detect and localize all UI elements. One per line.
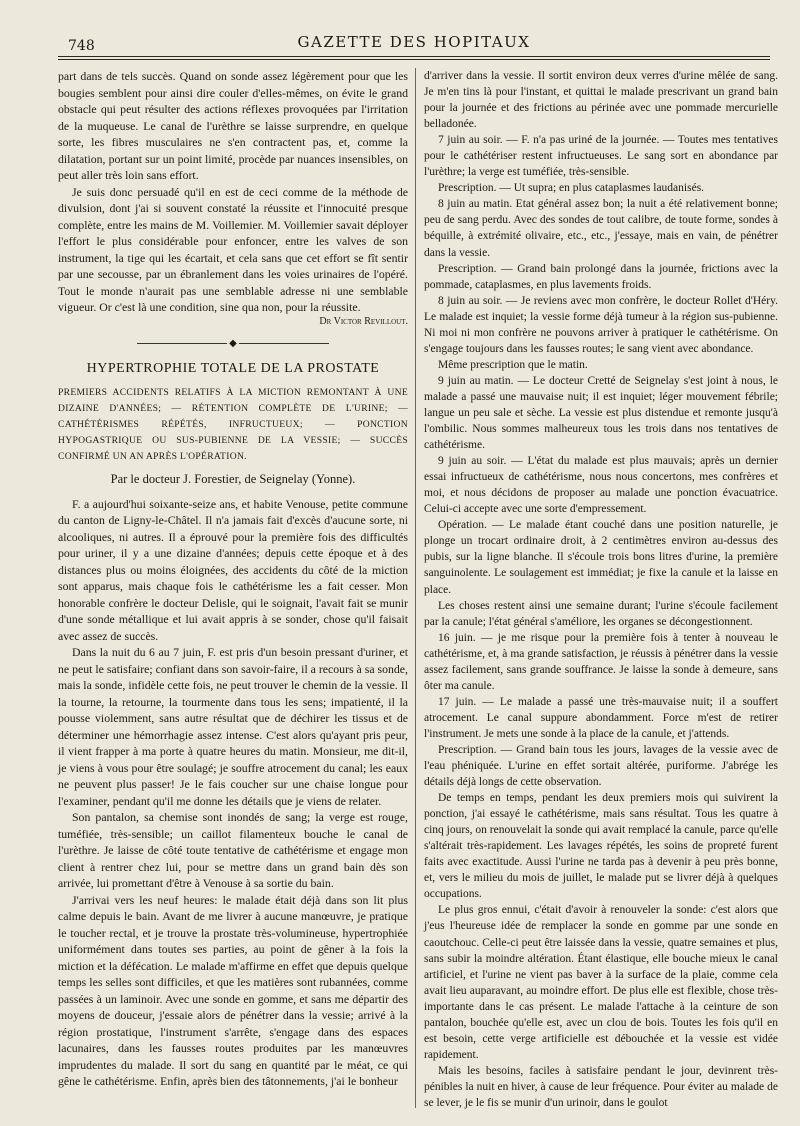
article-summary: PREMIERS ACCIDENTS RELATIFS À LA MICTION REMONTANT À UNE DIZAINE D'ANNÉES; — RÉTENTION COMPLÈTE DE L'URINE; — CATHÉTÉRISMES RÉPÉTÉS, INFRUCTUEUX; — PONCTION HYPOGASTRIQUE OU SUS-PUBIENNE DE LA VESSIE; — SUCCÈS CONFIRMÉ UN AN APRÈS L'OPÉRATION. xyxy=(58,387,408,462)
paragraph: De temps en temps, pendant les deux premiers mois qui suivirent la ponction, j'ai essayé le cathétérisme, mais sans résultat. Tous les quatre à cinq jours, on renouvelait la sonde qui avait remplacé la canule, parce qu'elle s'altérait très-rapidement. Les lavages répétés, les soins de propreté furent faits avec exactitude. Aussi l'urine ne tarda pas à devenir à peu près bonne, et, vers le milieu du mois de juillet, le malade put se livrer déjà à quelques occupations. xyxy=(424,792,778,901)
header-rule-thin xyxy=(58,59,770,60)
article-title: HYPERTROPHIE TOTALE DE LA PROSTATE xyxy=(86,360,380,376)
paragraph: Prescription. — Ut supra; en plus cataplasmes laudanisés. xyxy=(438,182,705,195)
header-rule xyxy=(58,56,770,57)
paragraph: Je suis donc persuadé qu'il en est de ceci comme de la méthode de divulsion, dont j'ai si souvent constaté la réussite et l'innocuité presque complète, entre les mains de M. Voillemier. M. Voillemier savait déployer l'effort le plus considérable pour enfoncer, entre les valves de son instrument, la tige qui les écartait, et cela sans que cet effort se fît sentir par une secousse, par un ébranlement dans les voies urinaires de l'opéré. Tout le monde n'aurait pas une semblable adresse ni une semblable vigueur. Or c'est là une condition, sine qua non, pour la réussite. xyxy=(58,184,408,314)
column-separator xyxy=(415,68,416,1108)
paragraph: Opération. — Le malade étant couché dans une position naturelle, je plonge un trocart ordinaire droit, à 2 centimètres environ au-dessus des pubis, sur la ligne blanche. Il s'écoule trois bons litres d'urine, la première sanguinolente. Le soulagement est immédiat; je fixe la canule et la laisse en place. xyxy=(424,519,778,596)
page-number: 748 xyxy=(68,38,95,54)
paragraph: Prescription. — Grand bain tous les jours, lavages de la vessie avec de l'eau phéniquée. L'urine en effet sortait altérée, puriforme. J'abrége les détails déjà longs de cette observation. xyxy=(424,743,778,789)
article-byline: Par le docteur J. Forestier, de Seignelay (Yonne). xyxy=(110,472,356,486)
paragraph: 8 juin au matin. Etat général assez bon; la nuit a été relativement bonne; peu de sang perdu. Avec des sondes de tout calibre, de toute forme, sondes à béquille, à extrémité olivaire, etc., etc., j'essaye, mais en vain, de pénétrer dans la vessie. xyxy=(424,198,778,259)
author-signature: Dr Victor Revillout. xyxy=(319,315,408,327)
paragraph: Mais les besoins, faciles à satisfaire pendant le jour, devinrent très-pénibles la nuit en hiver, à cause de leur fréquence. Pour éviter au malade de se lever, je le fis se munir d'un urinoir, dans le goulot xyxy=(424,1064,778,1109)
right-column xyxy=(424,68,778,1111)
journal-title: GAZETTE DES HOPITAUX xyxy=(297,33,531,51)
paragraph: 9 juin au soir. — L'état du malade est plus mauvais; après un dernier essai infructueux de cathétérisme, nous nous concertons, mes confrères et moi, et nous décidons de proposer au malade une ponction évacuatrice. Celui-ci accepte avec une sorte d'empressement. xyxy=(424,455,778,516)
paragraph: 9 juin au matin. — Le docteur Cretté de Seignelay s'est joint à nous, le malade a passé une mauvaise nuit; il est inquiet; léger mouvement fébrile; langue un peu sale et sèche. La vessie est plus distendue et remonte jusqu'à l'ombilic. Nous sommes malheureux tous les trois dans nos tentatives de cathétérisme. xyxy=(424,374,778,452)
paragraph: 8 juin au soir. — Je reviens avec mon confrère, le docteur Rollet d'Héry. Le malade est inquiet; la vessie forme déjà tumeur à la région sus-pubienne. Ni moi ni mon confrère ne pouvons arriver à pratiquer le cathétérisme. On s'engage toujours dans les fausses routes; le sang vient avec abondance. xyxy=(424,294,778,355)
paragraph: part dans de tels succès. Quand on sonde assez légèrement pour que les bougies semblent pour ainsi dire couler d'elles-mêmes, on évite le grand obstacle qui peut résulter des actions réflexes provoquées par l'irritation de la muqueuse. Le canal de l'urèthre se laisse surprendre, en quelque sorte, les fibres musculaires ne s'en contractent pas, et, comme la dilatation, portant sur un point limité, procède par nuances insensibles, on peut aller très loin sans effort. xyxy=(58,69,408,182)
paragraph: Même prescription que le matin. xyxy=(438,358,588,371)
paragraph: d'arriver dans la vessie. Il sortit environ deux verres d'urine mêlée de sang. Je m'en tins là pour l'instant, et quittai le malade prescrivant un grand bain pour la journée et des frictions au périnée avec une pommade mercurielle belladonée. xyxy=(424,70,778,131)
paragraph: Son pantalon, sa chemise sont inondés de sang; la verge est rouge, tuméfiée, très-sensible; un caillot filamenteux bouche le canal de l'urèthre. Je laisse de côté toute tentative de cathétérisme et engage mon client à rentrer chez lui, pour se mettre dans un grand bain dès son arrivée, lui promettant d'être à Venouse à sa sortie du bain. xyxy=(58,810,408,890)
paragraph: Le plus gros ennui, c'était d'avoir à renouveler la sonde: c'est alors que j'eus l'heureuse idée de remplacer la sonde en gomme par une sonde en caoutchouc. Celle-ci peut être laissée dans la vessie, quatre semaines et plus, sans subir la moindre altération. Étant élastique, elle bouche mieux le canal artificiel, et l'urine ne vient pas baver à la surface de la plaie, comme cela avait lieu auparavant, au moindre effort. De plus elle est flexible, chose très-importante dans le cas présent. Le malade l'attache à la ceinture de son pantalon, bouchée qu'elle est, avec un clou de bois. Toutes les fois qu'il en est besoin, cette verge artificielle est débouchée et la vessie est vidée rapidement. xyxy=(424,904,778,1061)
paragraph: J'arrivai vers les neuf heures: le malade était déjà dans son lit plus calme depuis le bain. Avant de me livrer à aucune manœuvre, je pratique le toucher rectal, et je trouve la prostate très-volumineuse, hypertrophiée uniformément dans toutes ses parties, au point de gêner à la fois la miction et la défécation. Le malade m'affirme en effet que depuis quelque temps les selles sont difficiles, et que les matières sont rubannées, comme passées à un laminoir. Avec une sonde en gomme, et sans me départir des moyens de douceur, j'essaie alors de pénétrer dans la vessie; arrivé à la région prostatique, l'instrument s'arrête, s'engage dans des espaces lacunaires, dans les fausses routes produites par les manœuvres imprudentes du malade. Il sort du sang en quantité par le méat, ce qui gêne le cathétérisme. Enfin, après bien des tâtonnements, j'ai le bonheur xyxy=(58,892,408,1088)
paragraph: Dans la nuit du 6 au 7 juin, F. est pris d'un besoin pressant d'uriner, et ne peut le satisfaire; confiant dans son savoir-faire, il a recours à sa sonde, mais la sonde, infidèle cette fois, ne peut trouver le chemin de la vessie. Il la tourne, la retourne, la tourmente dans tous les sens; impatienté, il la pousse violemment, sans autre résultat que de déchirer les tissus et de déterminer une hémorrhagie assez intense. C'est alors qu'ayant pris peur, il vient frapper à ma porte à quatre heures du matin. Monsieur, me dit-il, je viens à vous pour être soulagé; je souffre atrocement du canal; les eaux ne peuvent plus passer! Je le fais coucher sur une chaise longue pour l'examiner, pendant qu'il me donne les détails que je viens de relater. xyxy=(58,645,408,808)
left-column xyxy=(58,68,408,1090)
paragraph: Prescription. — Grand bain prolongé dans la journée, frictions avec la pommade, cataplasmes, en plus lavements froids. xyxy=(424,262,778,291)
paragraph: 16 juin. — je me risque pour la première fois à tenter à nouveau le cathétérisme, et, à ma grande satisfaction, je réussis à pénétrer dans la vessie assez facilement, sans grande souffrance. Je laisse la sonde à demeure, sans ôter ma canule. xyxy=(424,631,778,692)
paragraph: 17 juin. — Le malade a passé une très-mauvaise nuit; il a souffert atrocement. Le canal suppure abondamment. Force m'est de retirer l'instrument. Je mets une sonde à la place de la canule, et j'attends. xyxy=(424,695,778,740)
paragraph: F. a aujourd'hui soixante-seize ans, et habite Venouse, petite commune du canton de Ligny-le-Châtel. Il n'a jamais fait d'excès d'aucune sorte, ni alcooliques, ni autres. Il a éprouvé pour la première fois des difficultés pour uriner, il y a une dizaine d'années; depuis cette époque et à des distances plus ou moins éloignées, des accidents du côté de la miction sont apparus, mais chaque fois le cathétérisme les a fait cesser. Mon honorable confrère le docteur Delisle, qui le soignait, l'avait fait se munir d'une sonde métallique et lui avait appris à se sonder, chose qu'il faisait avec assez de succès. xyxy=(58,496,408,643)
section-divider: ◆ xyxy=(58,336,408,353)
paragraph: 7 juin au soir. — F. n'a pas uriné de la journée. — Toutes mes tentatives pour le cathétériser restent infructueuses. Le sang sort en abondance par l'urèthre; la verge est tuméfiée, très-sensible. xyxy=(424,134,778,179)
paragraph: Les choses restent ainsi une semaine durant; l'urine s'écoule facilement par la canule; l'état général s'améliore, les organes se décongestionnent. xyxy=(424,599,778,628)
